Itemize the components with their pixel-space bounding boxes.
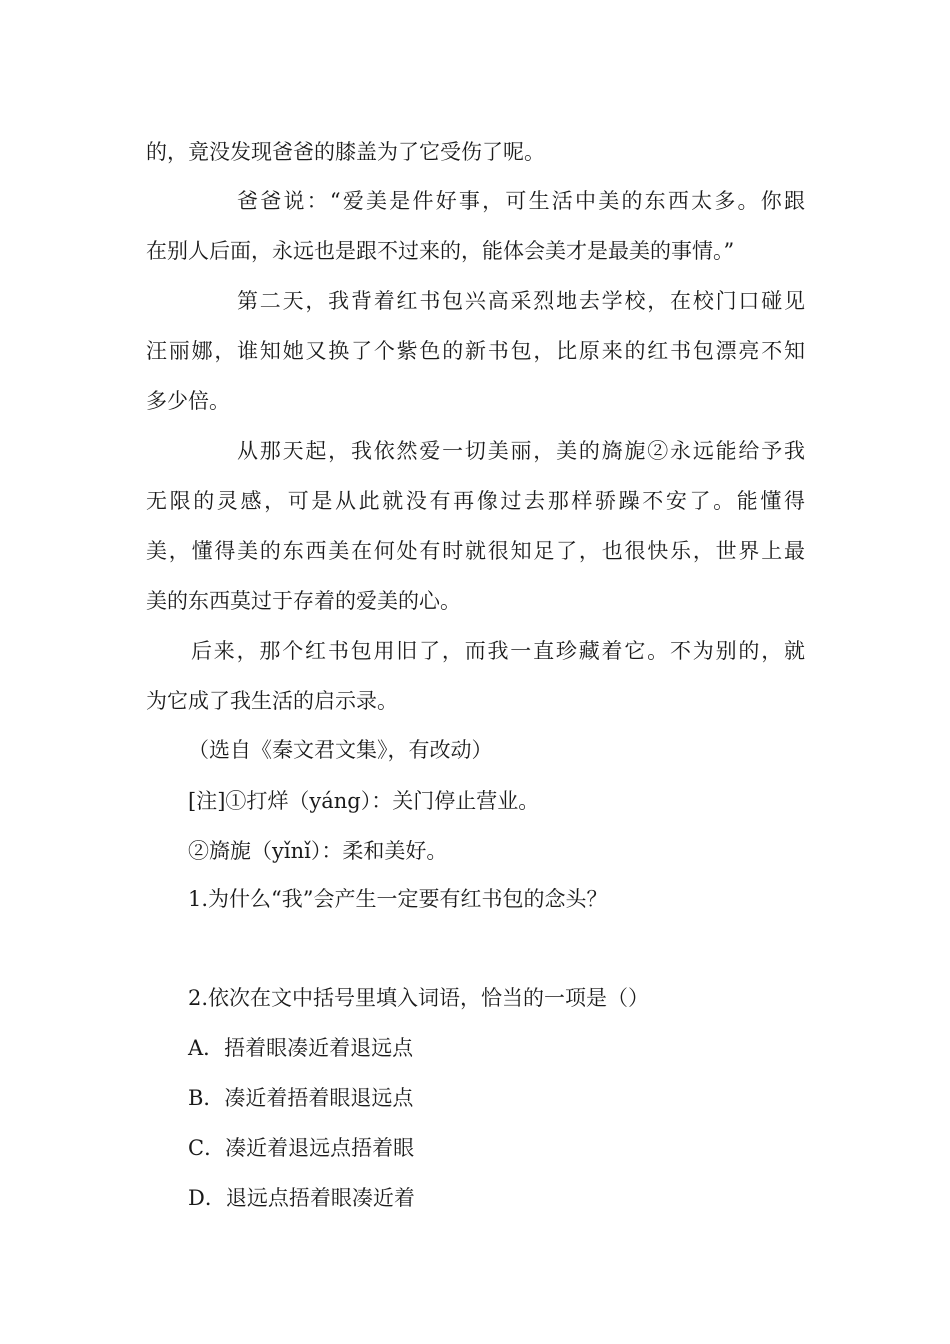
option-d: D．退远点捂着眼凑近着 xyxy=(188,1186,415,1210)
paragraph-line: 多少倍。 xyxy=(146,389,230,413)
option-a: A．捂着眼凑近着退远点 xyxy=(188,1036,414,1060)
paragraph-line: 为它成了我生活的启示录。 xyxy=(146,689,398,713)
footnote: [注]①打烊（yáng）：关门停止营业。 xyxy=(188,789,540,813)
paragraph-line: 无限的灵感，可是从此就没有再像过去那样骄躁不安了。能懂得 xyxy=(146,489,805,513)
paragraph-line: 汪丽娜，谁知她又换了个紫色的新书包，比原来的红书包漂亮不知 xyxy=(146,339,805,363)
option-b: B．凑近着捂着眼退远点 xyxy=(188,1086,414,1110)
paragraph-line: 在别人后面，永远也是跟不过来的，能体会美才是最美的事情。” xyxy=(146,239,735,263)
paragraph-line: 美的东西莫过于存着的爱美的心。 xyxy=(146,589,461,613)
paragraph-line: 美，懂得美的东西美在何处有时就很知足了，也很快乐，世界上最 xyxy=(146,539,805,563)
paragraph-line: 爸爸说：“爱美是件好事，可生活中美的东西太多。你跟 xyxy=(237,189,805,213)
paragraph-line: 从那天起，我依然爱一切美丽，美的旖旎②永远能给予我 xyxy=(237,439,805,463)
question-2: 2.依次在文中括号里填入词语，恰当的一项是（） xyxy=(188,986,650,1010)
option-c: C．凑近着退远点捂着眼 xyxy=(188,1136,415,1160)
paragraph-line: 后来，那个红书包用旧了，而我一直珍藏着它。不为别的，就 xyxy=(191,639,805,663)
paragraph-line: 的，竟没发现爸爸的膝盖为了它受伤了呢。 xyxy=(146,140,545,164)
source-citation: （选自《秦文君文集》，有改动） xyxy=(188,738,493,762)
paragraph-line: 第二天，我背着红书包兴高采烈地去学校，在校门口碰见 xyxy=(237,289,805,313)
footnote: ②旖旎（yǐnǐ）：柔和美好。 xyxy=(188,839,448,863)
question-1: 1.为什么“我”会产生一定要有红书包的念头？ xyxy=(188,887,608,911)
